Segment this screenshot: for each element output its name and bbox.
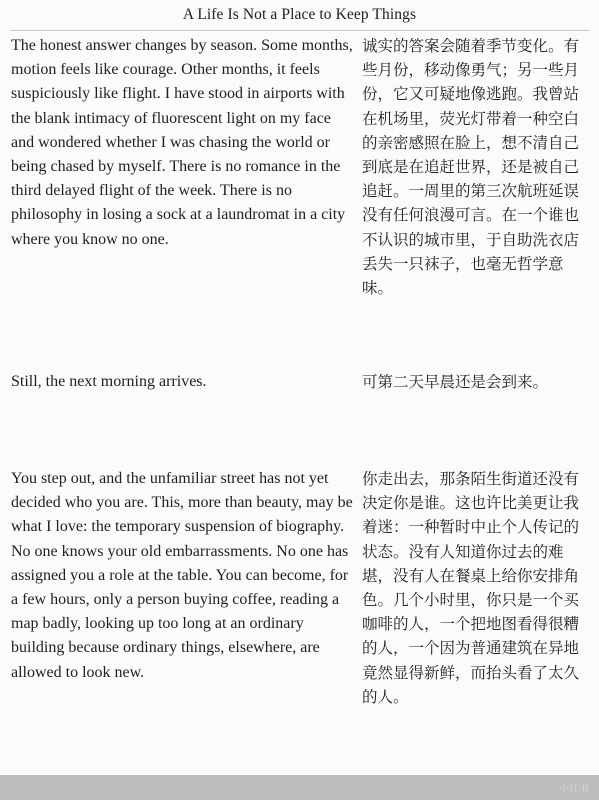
chinese-paragraph-3: 你走出去，那条陌生街道还没有决定你是谁。这也许比美更让我着迷：一种暂时中止个人传记的状态。没有人知道你过去的难堪，没有人在餐桌上给你安排角色。几个小时里，你只是一个买咖啡的人，一个把地图看得很糟的人，一个因为普通建筑在异地竟然显得新鲜，而抬头看了太久的人。 <box>362 470 580 706</box>
page-title: A Life Is Not a Place to Keep Things <box>182 6 417 23</box>
english-paragraph-3: You step out, and the unfamiliar street has not yet decided who you are. This, more than beauty, may be what I love: the temporary suspension of biography. No one knows your old embarrassments. No one has assigned you a role at the table. You can become, for a few hours, only a person buying coffee, reading a map badly, looking up too long at an ordinary building because ordinary things, elsewhere, are allowed to look new. <box>11 470 353 681</box>
chinese-paragraph-1: 诚实的答案会随着季节变化。有些月份，移动像勇气；另一些月份，它又可疑地像逃跑。我曾站在机场里，荧光灯带着一种空白的亲密感照在脸上，想不清自己到底是在追赶世界，还是被自己追赶。一周里的第三次航班延误没有任何浪漫可言。在一个谁也不认识的城市里，于自助洗衣店丢失一只袜子，也毫无哲学意味。 <box>362 37 580 298</box>
english-paragraph-2: Still, the next morning arrives. <box>11 373 207 390</box>
title-divider <box>10 30 589 31</box>
chinese-paragraph-2: 可第二天早晨还是会到来。 <box>362 373 549 391</box>
english-paragraph-1: The honest answer changes by season. Some months, motion feels like courage. Other months, it feels suspiciously like flight. I have stood in airports with the blank intimacy of fluorescent light on my face and wondered whether I was chasing the world or being chased by myself. There is no romance in the third delayed flight of the week. There is no philosophy in losing a sock at a laundromat in a city where you know no one. <box>11 37 353 248</box>
watermark-logo: 小红书 <box>559 784 589 795</box>
bottom-bar <box>0 775 599 800</box>
